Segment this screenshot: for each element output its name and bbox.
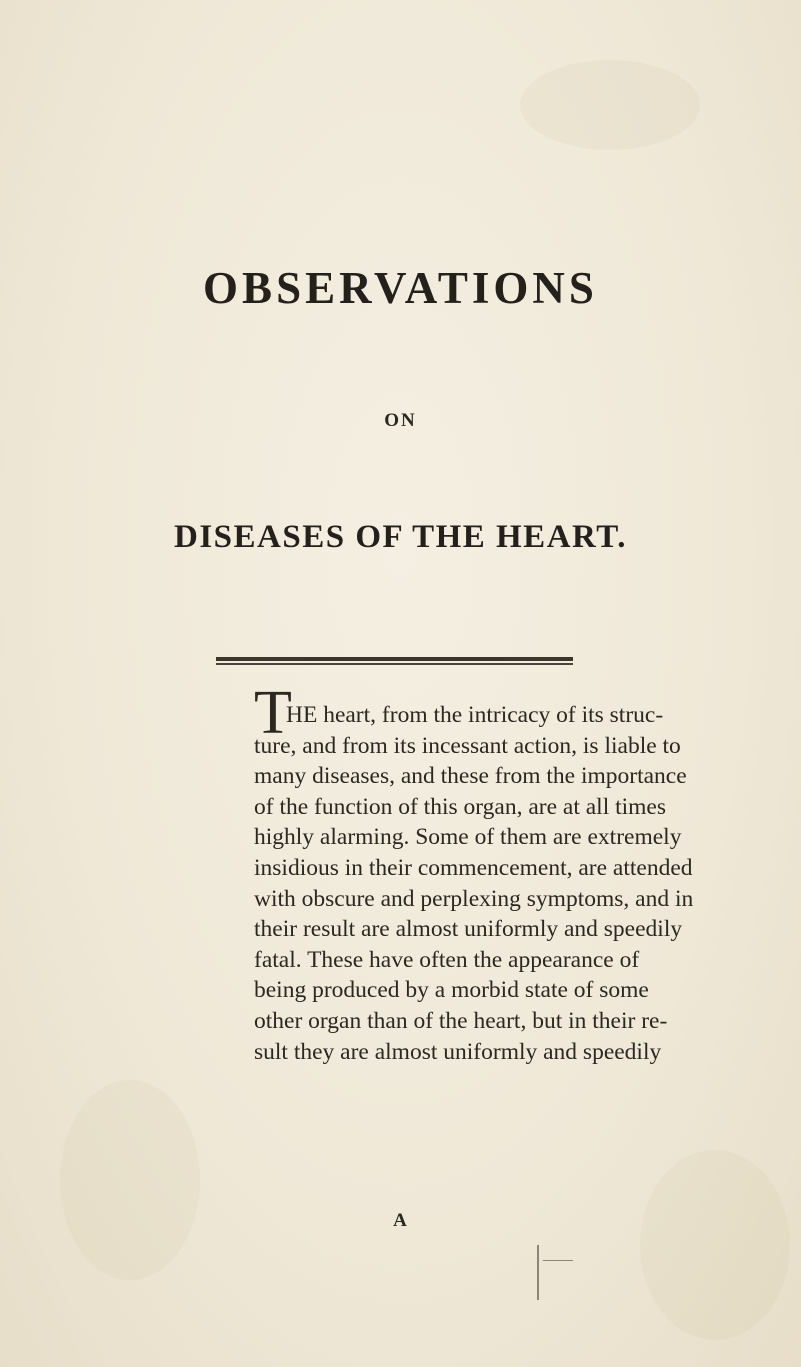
ink-mark <box>537 1245 539 1300</box>
signature-mark: A <box>393 1210 408 1231</box>
text-line: other organ than of the heart, but in their re- <box>254 1007 668 1034</box>
paper-stain <box>60 1080 200 1280</box>
body-paragraph <box>254 679 694 1067</box>
text-line: their result are almost uniformly and speedily <box>254 916 683 943</box>
text-line: highly alarming. Some of them are extremely <box>254 824 682 851</box>
paper-stain <box>520 60 700 150</box>
ink-mark <box>543 1260 573 1261</box>
text-line: being produced by a morbid state of some <box>254 977 649 1004</box>
text-line: with obscure and perplexing symptoms, and in <box>254 885 694 912</box>
text-line: of the function of this organ, are at all times <box>254 793 667 820</box>
title-connector: ON <box>384 410 417 431</box>
section-rule-thick <box>216 657 573 661</box>
drop-cap: T <box>254 679 292 747</box>
page-subtitle: DISEASES OF THE HEART. <box>173 519 628 555</box>
text-line: sult they are almost uniformly and speedily <box>254 1038 662 1065</box>
section-rule-thin <box>216 663 573 665</box>
text-line: insidious in their commencement, are attended <box>254 854 693 881</box>
paper-stain <box>640 1150 790 1340</box>
text-line: many diseases, and these from the importance <box>254 763 687 790</box>
text-line: fatal. These have often the appearance of <box>254 946 640 973</box>
section-rule <box>216 657 573 666</box>
first-line-text: HE heart, from the intricacy of its struc- <box>286 702 664 728</box>
page-title: OBSERVATIONS <box>203 263 598 313</box>
text-line: ture, and from its incessant action, is liable to <box>254 732 681 759</box>
